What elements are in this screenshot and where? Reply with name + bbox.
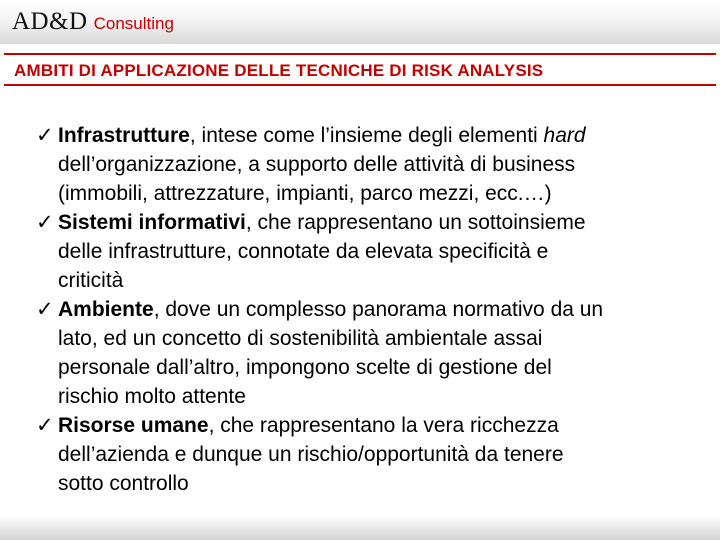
bullet-text-line: sotto controllo [58,472,189,495]
bullet-text-line: criticità [58,269,124,292]
bullet-term: Infrastrutture [58,124,190,147]
bullet-text-line: (immobili, attrezzature, impianti, parco mezzi, ecc.…) [58,182,552,205]
logo-main-text: AD&D [12,8,88,35]
bullet-text: , che rappresentano la vera ricchezza [208,414,559,437]
bullet-text-line: dell’organizzazione, a supporto delle attività di business [58,153,576,176]
check-icon: ✓ [36,210,54,234]
check-icon: ✓ [36,413,54,437]
check-icon: ✓ [36,297,54,321]
bullet-text: , dove un complesso panorama normativo da un [153,298,604,321]
bullet-italic-text: hard [543,124,586,147]
bullet-text-line: dell’azienda e dunque un rischio/opportunità da tenere [58,443,564,466]
bullet-text: , intese come l’insieme degli elementi [189,124,544,147]
bullet-text-line: personale dall’altro, impongono scelte di gestione del [58,356,552,379]
bullet-ambiente [58,295,603,324]
logo-sub-text: Consulting [93,14,174,33]
check-icon: ✓ [36,123,54,147]
footer-band [0,515,720,540]
bullet-term: Ambiente [58,298,154,321]
bullet-term: Sistemi informativi [58,211,246,234]
page-title: AMBITI DI APPLICAZIONE DELLE TECNICHE DI RISK ANALYSIS [14,61,544,80]
bullet-sistemi-informativi [58,208,586,237]
bullet-text-line: lato, ed un concetto di sostenibilità ambientale assai [58,327,543,350]
bullet-text-line: rischio molto attente [58,385,246,408]
bullet-text-line: delle infrastrutture, connotate da elevata specificità e [58,240,549,263]
bullet-risorse-umane [58,411,559,440]
bullet-text: , che rappresentano un sottoinsieme [245,211,586,234]
bullet-infrastrutture [58,121,586,150]
bullet-term: Risorse umane [58,414,209,437]
